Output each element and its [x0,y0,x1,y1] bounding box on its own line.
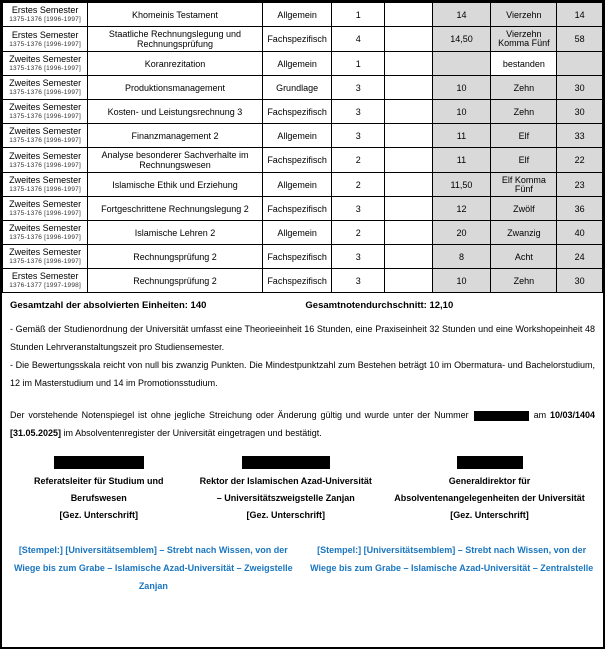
grade-number-cell: 8 [432,245,491,269]
points-cell [557,52,603,76]
signature-row [10,456,595,524]
semester-name: Zweites Semester [9,199,82,209]
registration-date-gregorian: [31.05.2025] [10,428,62,438]
grade-number-cell: 20 [432,221,491,245]
grade-number-cell: 10 [432,100,491,124]
registration-statement [10,406,595,442]
semester-name: Erstes Semester [11,29,79,40]
course-type-cell: Allgemein [262,124,332,148]
points-cell: 22 [557,148,603,173]
grade-words-cell: Elf [491,148,557,173]
course-type-cell: Allgemein [262,221,332,245]
grade-number-cell: 10 [432,76,491,100]
credits-cell: 3 [332,245,385,269]
semester-name: Zweites Semester [9,223,82,233]
semester-years: 1375-1376 [1996-1997] [9,40,81,48]
course-name-cell: Fortgeschrittene Rechnungslegung 2 [88,197,263,221]
note-study-regulations: - Gemäß der Studienordnung der Universität umfasst eine Theorieeinheit 16 Stunden, eine Praxiseinheit 32 Stunden und eine Workshopeinheit 48 Stunden Lehrveranstaltungszeit pro Studiensemester. [10,324,595,352]
grade-words-cell: Acht [491,245,557,269]
grade-words-cell: bestanden [491,52,557,76]
grade-words-cell: Vierzehn [491,3,557,27]
signature-block-director-general [384,456,595,524]
empty-cell [385,3,432,27]
signature-block-rector [187,456,384,524]
semester-years: 1375-1376 [1996-1997] [9,186,81,193]
empty-cell [385,197,432,221]
table-row [3,76,603,100]
redacted-number-bar [474,411,529,421]
points-cell: 24 [557,245,603,269]
course-name-cell: Koranrezitation [88,52,263,76]
course-name-cell: Islamische Lehren 2 [88,221,263,245]
grade-number-cell: 12 [432,197,491,221]
credits-cell: 3 [332,76,385,100]
semester-cell [3,269,88,293]
semester-years: 1375-1376 [1996-1997] [9,258,81,265]
points-cell: 40 [557,221,603,245]
table-row [3,245,603,269]
semester-name: Erstes Semester [11,5,79,15]
signature-title-line: Generaldirektor für [448,476,531,486]
grade-number-cell: 14 [432,3,491,27]
grade-number-cell: 11 [432,124,491,148]
semester-name: Zweites Semester [9,102,82,112]
empty-cell [385,173,432,197]
semester-name: Zweites Semester [9,247,82,257]
credits-cell: 3 [332,124,385,148]
grade-words-cell: Vierzehn Komma Fünf [491,27,557,52]
points-cell: 30 [557,100,603,124]
course-name-cell: Rechnungsprüfung 2 [88,245,263,269]
course-type-cell: Allgemein [262,52,332,76]
course-type-cell: Allgemein [262,3,332,27]
registration-text-part3: im Absolventenregister der Universität eingetragen und bestätigt. [63,428,322,438]
points-cell: 36 [557,197,603,221]
empty-cell [385,124,432,148]
semester-years: 1375-1376 [1996-1997] [9,16,81,23]
semester-years: 1375-1376 [1996-1997] [9,113,81,120]
grade-words-cell: Zwanzig [491,221,557,245]
grade-words-cell: Elf Komma Fünf [491,173,557,197]
course-name-cell: Finanzmanagement 2 [88,124,263,148]
semester-years: 1375-1376 [1996-1997] [9,65,81,72]
semester-name: Zweites Semester [9,126,82,136]
table-row [3,197,603,221]
semester-cell [3,27,88,52]
semester-years: 1375-1376 [1996-1997] [9,234,81,241]
credits-cell: 3 [332,100,385,124]
empty-cell [385,245,432,269]
credits-cell: 2 [332,173,385,197]
signature-title-line: Berufswesen [70,493,127,503]
semester-cell [3,52,88,76]
signature-block-studies-officer [10,456,187,524]
empty-cell [385,221,432,245]
course-type-cell: Fachspezifisch [262,245,332,269]
points-cell: 23 [557,173,603,197]
redacted-signature-bar [242,456,330,469]
semester-cell [3,197,88,221]
course-type-cell: Fachspezifisch [262,100,332,124]
semester-years: 1376-1377 [1997-1998] [9,282,81,289]
grade-words-cell: Elf [491,124,557,148]
empty-cell [385,76,432,100]
table-row [3,124,603,148]
stamp-zanjan-branch: [Stempel:] [Universitätsemblem] – Strebt nach Wissen, von der Wiege bis zum Grabe – Islamische Azad-Universität – Zweigstelle Zanjan [13,545,293,591]
table-row [3,52,603,76]
table-row [3,221,603,245]
registration-date-persian: 10/03/1404 [549,410,595,420]
points-cell: 14 [557,3,603,27]
semester-cell [3,221,88,245]
signature-title-line: – Universitätszweigstelle Zanjan [216,493,355,503]
signature-title-line: Referatsleiter für Studium und [33,476,164,486]
points-cell: 33 [557,124,603,148]
empty-cell [385,52,432,76]
course-name-cell: Kosten- und Leistungsrechnung 3 [88,100,263,124]
semester-cell [3,148,88,173]
grade-number-cell: 10 [432,269,491,293]
semester-cell [3,76,88,100]
semester-name: Erstes Semester [11,271,79,281]
credits-cell: 2 [332,148,385,173]
table-row [3,3,603,27]
course-name-cell: Analyse besonderer Sachverhalte im Rechnungswesen [88,148,263,173]
grade-number-cell [432,52,491,76]
semester-cell [3,173,88,197]
semester-cell [3,3,88,27]
course-type-cell: Allgemein [262,173,332,197]
course-name-cell: Rechnungsprüfung 2 [88,269,263,293]
semester-name: Zweites Semester [9,78,82,88]
course-type-cell: Fachspezifisch [262,27,332,52]
stamp-row [10,541,595,595]
table-row [3,173,603,197]
semester-cell [3,100,88,124]
note-grading-scale: - Die Bewertungsskala reicht von null bis zwanzig Punkten. Die Mindestpunktzahl zum Bestehen beträgt 10 im Obermatura- und Bachelorstudium, 12 im Masterstudium und 14 im Promotionsstudium. [10,360,595,388]
points-cell: 30 [557,76,603,100]
course-name-cell: Islamische Ethik und Erziehung [88,173,263,197]
semester-name: Zweites Semester [9,175,82,185]
grade-words-cell: Zehn [491,100,557,124]
semester-years: 1375-1376 [1996-1997] [9,89,81,96]
credits-cell: 3 [332,197,385,221]
credits-cell: 3 [332,269,385,293]
redacted-signature-bar [54,456,144,469]
table-row [3,27,603,52]
signature-title-line: Rektor der Islamischen Azad-Universität [199,476,372,486]
semester-years: 1375-1376 [1996-1997] [9,137,81,144]
empty-cell [385,148,432,173]
grade-number-cell: 14,50 [432,27,491,52]
points-cell: 30 [557,269,603,293]
credits-cell: 2 [332,221,385,245]
grade-words-cell: Zehn [491,76,557,100]
document-body [2,300,603,595]
signature-title-line: Absolventenangelegenheiten der Universität [394,493,585,503]
semester-cell [3,124,88,148]
signature-note: [Gez. Unterschrift] [450,510,529,520]
course-type-cell: Fachspezifisch [262,148,332,173]
empty-cell [385,269,432,293]
transcript-table-body [3,3,603,293]
empty-cell [385,100,432,124]
course-name-cell: Staatliche Rechnungslegung und Rechnungsprüfung [88,27,263,52]
semester-name: Zweites Semester [9,54,82,64]
semester-years: 1375-1376 [1996-1997] [9,161,81,169]
empty-cell [385,27,432,52]
credits-cell: 4 [332,27,385,52]
summary-row [10,300,595,311]
signature-note: [Gez. Unterschrift] [246,510,325,520]
registration-text-part1: Der vorstehende Notenspiegel ist ohne jegliche Streichung oder Änderung gültig und wurde unter der Nummer [10,410,469,420]
course-type-cell: Fachspezifisch [262,269,332,293]
stamp-central-office: [Stempel:] [Universitätsemblem] – Strebt nach Wissen, von der Wiege bis zum Grabe – Islamische Azad-Universität – Zentralstelle [310,545,594,573]
course-name-cell: Produktionsmanagement [88,76,263,100]
table-row [3,269,603,293]
course-type-cell: Grundlage [262,76,332,100]
table-row [3,100,603,124]
semester-name: Zweites Semester [9,150,82,161]
semester-cell [3,245,88,269]
registration-text-part2: am [533,410,547,420]
credits-cell: 1 [332,3,385,27]
gpa-label: Gesamtnotendurchschnitt: 12,10 [305,300,454,311]
course-type-cell: Fachspezifisch [262,197,332,221]
notes-section [10,320,595,392]
total-units-label: Gesamtzahl der absolvierten Einheiten: 140 [10,300,207,311]
signature-note: [Gez. Unterschrift] [59,510,138,520]
redacted-signature-bar [457,456,523,469]
grade-words-cell: Zehn [491,269,557,293]
points-cell: 58 [557,27,603,52]
table-row [3,148,603,173]
transcript-table [2,2,603,293]
course-name-cell: Khomeinis Testament [88,3,263,27]
credits-cell: 1 [332,52,385,76]
grade-number-cell: 11 [432,148,491,173]
semester-years: 1375-1376 [1996-1997] [9,210,81,217]
grade-words-cell: Zwölf [491,197,557,221]
grade-number-cell: 11,50 [432,173,491,197]
